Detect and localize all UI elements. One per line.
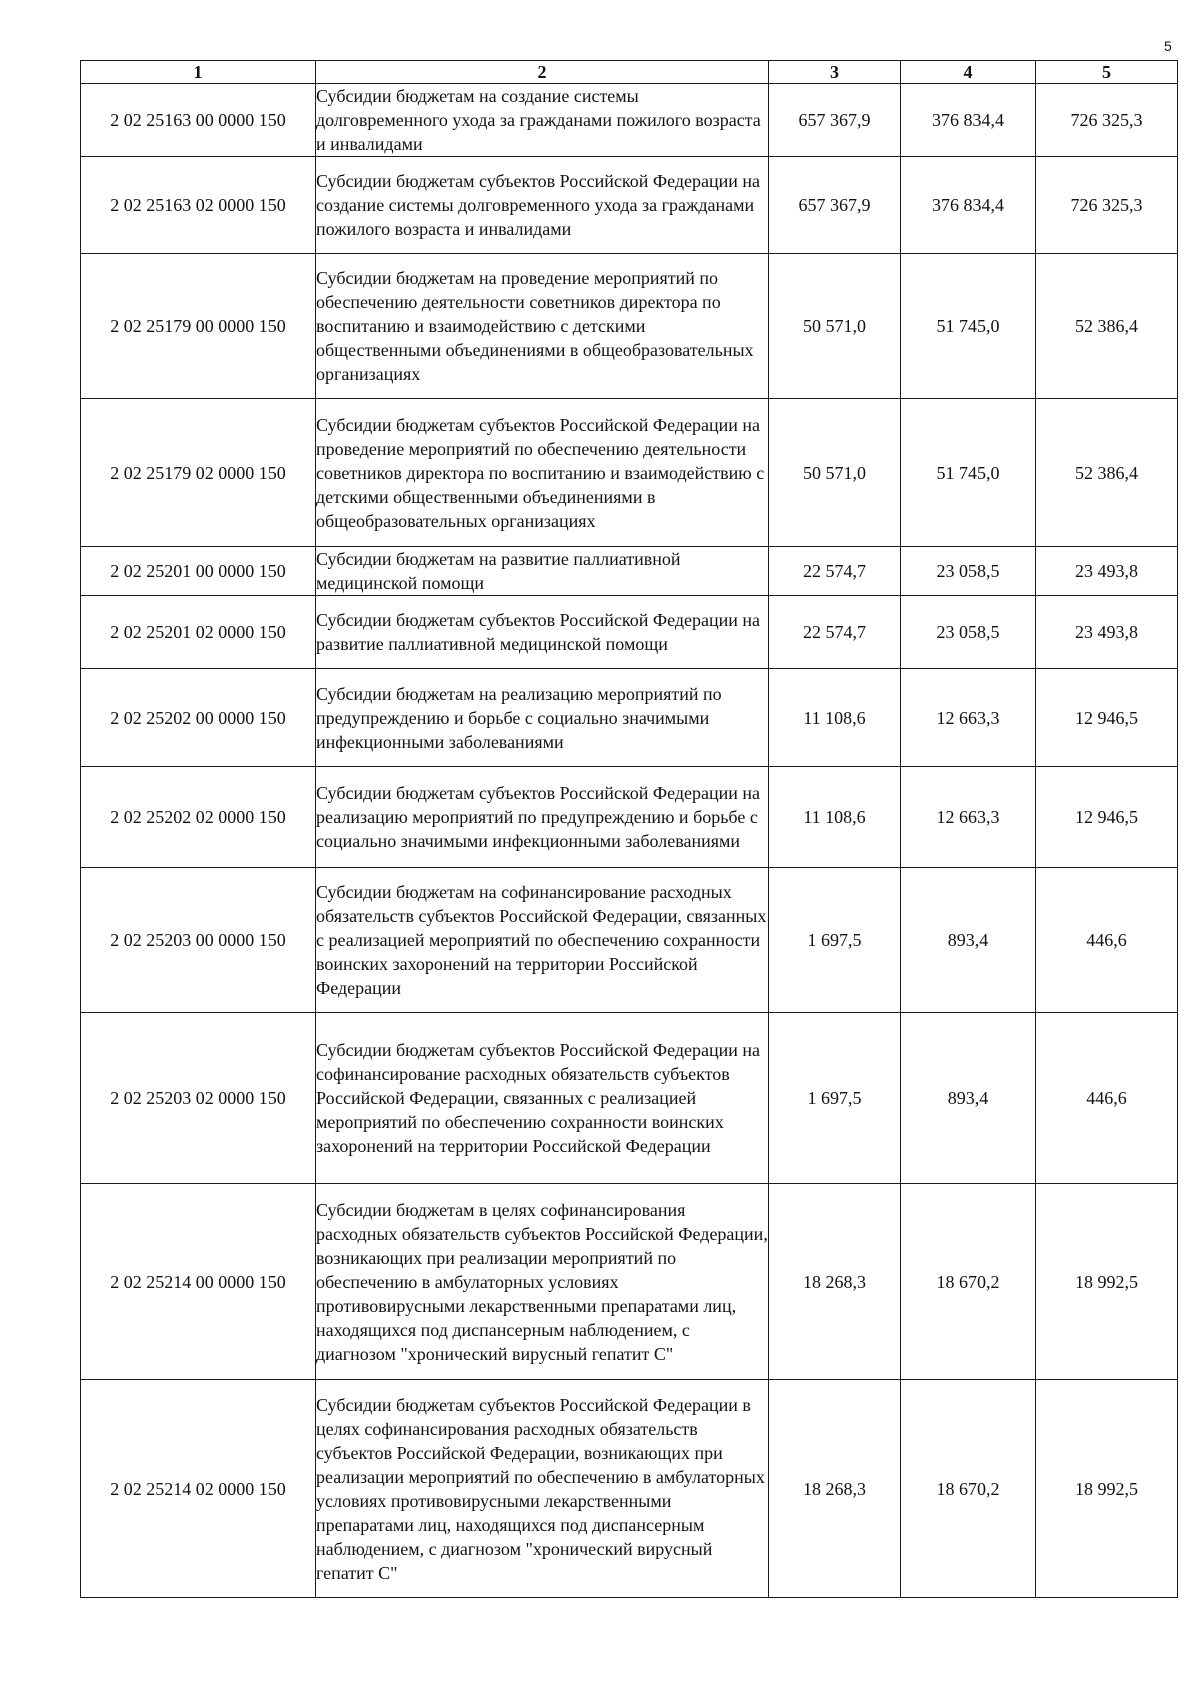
- value-col3: 657 367,9: [769, 157, 901, 254]
- value-col4: 893,4: [901, 868, 1036, 1013]
- description: Субсидии бюджетам субъектов Российской Федерации на софинансирование расходных обязательств субъектов Российской Федерации, связанных с реализацией мероприятий по обеспечению сохранности воинских захоронений на территории Российской Федерации: [316, 1013, 769, 1184]
- description: Субсидии бюджетам на развитие паллиативной медицинской помощи: [316, 547, 769, 596]
- value-col5: 12 946,5: [1036, 767, 1178, 868]
- value-col4: 12 663,3: [901, 767, 1036, 868]
- budget-code: 2 02 25202 00 0000 150: [81, 669, 316, 767]
- budget-table: [80, 60, 1178, 1598]
- value-col4: 51 745,0: [901, 254, 1036, 399]
- value-col5: 726 325,3: [1036, 84, 1178, 157]
- table-row: [81, 868, 1178, 1013]
- budget-code: 2 02 25201 02 0000 150: [81, 596, 316, 669]
- column-header: 5: [1036, 61, 1178, 84]
- budget-code: 2 02 25214 02 0000 150: [81, 1380, 316, 1598]
- value-col5: 52 386,4: [1036, 254, 1178, 399]
- value-col4: 12 663,3: [901, 669, 1036, 767]
- description: Субсидии бюджетам субъектов Российской Федерации на проведение мероприятий по обеспечению деятельности советников директора по воспитанию и взаимодействию с детскими общественными объединениями в общеобразовательных организациях: [316, 399, 769, 547]
- value-col3: 657 367,9: [769, 84, 901, 157]
- value-col3: 1 697,5: [769, 1013, 901, 1184]
- column-header: 1: [81, 61, 316, 84]
- description: Субсидии бюджетам субъектов Российской Федерации в целях софинансирования расходных обязательств субъектов Российской Федерации, возникающих при реализации мероприятий по обеспечению в амбулаторных условиях противовирусными лекарственными препаратами лиц, находящихся под диспансерным наблюдением, с диагнозом "хронический вирусный гепатит С": [316, 1380, 769, 1598]
- table-row: [81, 1013, 1178, 1184]
- budget-code: 2 02 25179 02 0000 150: [81, 399, 316, 547]
- column-header: 4: [901, 61, 1036, 84]
- table-row: [81, 767, 1178, 868]
- value-col3: 11 108,6: [769, 767, 901, 868]
- description: Субсидии бюджетам на проведение мероприятий по обеспечению деятельности советников директора по воспитанию и взаимодействию с детскими общественными объединениями в общеобразовательных организациях: [316, 254, 769, 399]
- value-col5: 726 325,3: [1036, 157, 1178, 254]
- value-col5: 52 386,4: [1036, 399, 1178, 547]
- value-col3: 18 268,3: [769, 1380, 901, 1598]
- description: Субсидии бюджетам на софинансирование расходных обязательств субъектов Российской Федерации, связанных с реализацией мероприятий по обеспечению сохранности воинских захоронений на территории Российской Федерации: [316, 868, 769, 1013]
- description: Субсидии бюджетам субъектов Российской Федерации на реализацию мероприятий по предупреждению и борьбе с социально значимыми инфекционными заболеваниями: [316, 767, 769, 868]
- value-col4: 376 834,4: [901, 84, 1036, 157]
- description: Субсидии бюджетам в целях софинансирования расходных обязательств субъектов Российской Федерации, возникающих при реализации мероприятий по обеспечению в амбулаторных условиях противовирусными лекарственными препаратами лиц, находящихся под диспансерным наблюдением, с диагнозом "хронический вирусный гепатит С": [316, 1184, 769, 1380]
- value-col3: 22 574,7: [769, 547, 901, 596]
- description: Субсидии бюджетам на реализацию мероприятий по предупреждению и борьбе с социально значимыми инфекционными заболеваниями: [316, 669, 769, 767]
- header-row: [81, 61, 1178, 84]
- value-col5: 18 992,5: [1036, 1184, 1178, 1380]
- value-col3: 50 571,0: [769, 399, 901, 547]
- value-col3: 22 574,7: [769, 596, 901, 669]
- table-row: [81, 1380, 1178, 1598]
- column-header: 2: [316, 61, 769, 84]
- description: Субсидии бюджетам субъектов Российской Федерации на развитие паллиативной медицинской помощи: [316, 596, 769, 669]
- value-col3: 50 571,0: [769, 254, 901, 399]
- budget-code: 2 02 25201 00 0000 150: [81, 547, 316, 596]
- table-row: [81, 84, 1178, 157]
- budget-code: 2 02 25203 02 0000 150: [81, 1013, 316, 1184]
- table-row: [81, 399, 1178, 547]
- value-col5: 446,6: [1036, 1013, 1178, 1184]
- budget-code: 2 02 25203 00 0000 150: [81, 868, 316, 1013]
- value-col3: 18 268,3: [769, 1184, 901, 1380]
- value-col4: 23 058,5: [901, 596, 1036, 669]
- table-row: [81, 596, 1178, 669]
- value-col5: 18 992,5: [1036, 1380, 1178, 1598]
- value-col3: 1 697,5: [769, 868, 901, 1013]
- table-row: [81, 1184, 1178, 1380]
- budget-code: 2 02 25179 00 0000 150: [81, 254, 316, 399]
- value-col4: 18 670,2: [901, 1380, 1036, 1598]
- value-col4: 18 670,2: [901, 1184, 1036, 1380]
- page-number: 5: [1164, 38, 1172, 54]
- value-col4: 23 058,5: [901, 547, 1036, 596]
- budget-code: 2 02 25163 00 0000 150: [81, 84, 316, 157]
- table-row: [81, 669, 1178, 767]
- budget-code: 2 02 25163 02 0000 150: [81, 157, 316, 254]
- column-header: 3: [769, 61, 901, 84]
- budget-code: 2 02 25214 00 0000 150: [81, 1184, 316, 1380]
- table-row: [81, 157, 1178, 254]
- value-col5: 23 493,8: [1036, 547, 1178, 596]
- description: Субсидии бюджетам субъектов Российской Федерации на создание системы долговременного ухода за гражданами пожилого возраста и инвалидами: [316, 157, 769, 254]
- budget-code: 2 02 25202 02 0000 150: [81, 767, 316, 868]
- value-col4: 51 745,0: [901, 399, 1036, 547]
- value-col5: 446,6: [1036, 868, 1178, 1013]
- value-col4: 376 834,4: [901, 157, 1036, 254]
- value-col4: 893,4: [901, 1013, 1036, 1184]
- value-col5: 23 493,8: [1036, 596, 1178, 669]
- table-row: [81, 547, 1178, 596]
- description: Субсидии бюджетам на создание системы долговременного ухода за гражданами пожилого возраста и инвалидами: [316, 84, 769, 157]
- value-col5: 12 946,5: [1036, 669, 1178, 767]
- value-col3: 11 108,6: [769, 669, 901, 767]
- table-row: [81, 254, 1178, 399]
